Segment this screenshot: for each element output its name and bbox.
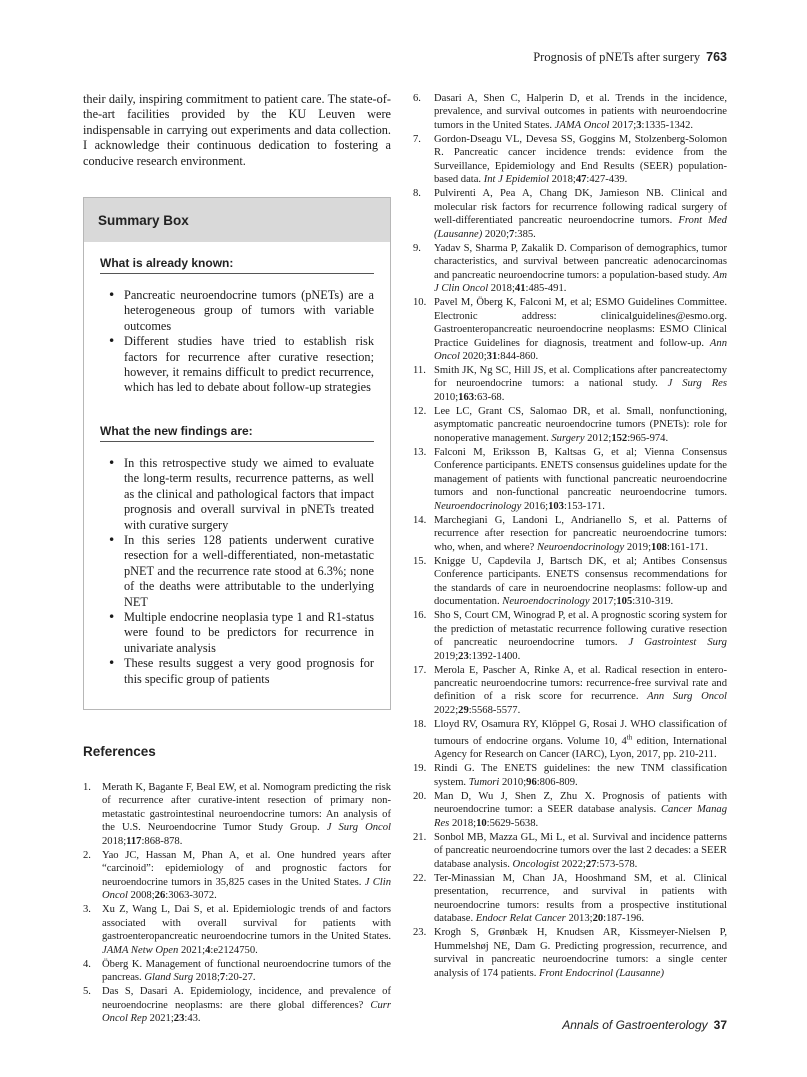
right-column bbox=[413, 92, 727, 981]
reference-text: Dasari A, Shen C, Halperin D, et al. Trends in the incidence, prevalence, and survival outcomes in patients with neuroendocrine tumors in the United States. JAMA Oncol 2017;3:1335-1342. bbox=[434, 93, 727, 131]
new-findings-list bbox=[100, 456, 374, 687]
reference-item bbox=[413, 831, 727, 871]
reference-text: Marchegiani G, Landoni L, Andrianello S, et al. Patterns of recurrence after resection for pancreatic neuroendocrine tumors: who, when, and where? Neuroendocrinology 2019;108:161-171. bbox=[434, 514, 727, 553]
known-list bbox=[100, 288, 374, 396]
reference-item bbox=[413, 609, 727, 663]
reference-item bbox=[413, 446, 727, 513]
reference-text: Pavel M, Öberg K, Falconi M, et al; ESMO Guidelines Committee. Electronic address: clinicalguidelines@esmo.org. Gastroenteropancreatic neuroendocrine neoplasms: ESMO Clinical Practice Guidelines for diagnosis, treatment and follow-up. Ann Oncol 2020;31:844-860. bbox=[434, 297, 727, 362]
reference-number: 19. bbox=[413, 763, 427, 775]
reference-number: 3. bbox=[83, 904, 91, 916]
reference-number: 14. bbox=[413, 514, 427, 526]
new-finding-item: • Multiple endocrine neoplasia type 1 and R1-status were found to be predictors for recurrence in univariate analysis bbox=[100, 610, 374, 656]
reference-text: Rindi G. The ENETS guidelines: the new TNM classification system. Tumori 2010;96:806-809. bbox=[434, 763, 727, 788]
reference-item bbox=[413, 926, 727, 980]
reference-number: 9. bbox=[413, 242, 421, 254]
reference-item bbox=[413, 872, 727, 926]
new-finding-item: • These results suggest a very good prognosis for this specific group of patients bbox=[100, 656, 374, 687]
reference-number: 1. bbox=[83, 781, 91, 793]
reference-item bbox=[413, 133, 727, 187]
reference-text: Merola E, Pascher A, Rinke A, et al. Radical resection in entero-pancreatic neuroendocrine tumors: recurrence-free survival rate and definition of a risk score for recurrence. Ann Surg Oncol 2022;29:5568-5577. bbox=[434, 664, 727, 716]
reference-item bbox=[413, 718, 727, 762]
references-list-left bbox=[83, 781, 391, 1026]
reference-text: Merath K, Bagante F, Beal EW, et al. Nomogram predicting the risk of recurrence after curative-intent resection of primary non-metastatic gastrointestinal neuroendocrine tumors: An analysis of the U.S. Neuroendocrine Tumor Study Group. J Surg Oncol 2018;117:868-878. bbox=[102, 781, 392, 847]
reference-number: 23. bbox=[413, 927, 427, 939]
reference-number: 4. bbox=[83, 958, 91, 970]
reference-item bbox=[83, 958, 391, 985]
reference-number: 20. bbox=[413, 790, 427, 802]
reference-item bbox=[83, 985, 391, 1025]
reference-text: Man D, Wu J, Shen Z, Zhu X. Prognosis of patients with neuroendocrine tumor: a SEER database analysis. Cancer Manag Res 2018;10:5629-5638. bbox=[434, 790, 727, 829]
reference-number: 18. bbox=[413, 718, 427, 730]
reference-number: 2. bbox=[83, 849, 91, 861]
page-number: 763 bbox=[706, 50, 727, 64]
reference-item bbox=[83, 781, 391, 848]
reference-number: 13. bbox=[413, 446, 427, 458]
reference-number: 6. bbox=[413, 93, 421, 104]
reference-text: Smith JK, Ng SC, Hill JS, et al. Complications after pancreatectomy for neuroendocrine tumors: a national study. J Surg Res 2010;163:63-68. bbox=[434, 365, 727, 403]
reference-item bbox=[413, 187, 727, 241]
reference-text: Krogh S, Grønbæk H, Knudsen AR, Kissmeyer-Nielsen P, Hummelshøj NE, Dam G. Predicting progression, recurrence, and survival in pancreatic neuroendocrine tumors: a single center analysis of 174 patients. Front Endocrinol (Lausanne) bbox=[434, 927, 727, 979]
reference-item bbox=[83, 849, 391, 903]
acknowledgment-continuation: their daily, inspiring commitment to patient care. The state-of-the-art facilities provided by the KU Leuven were indispensable in carrying out experiments and data collection. I acknowledge their continuous dedication to fostering a conducive research environment. bbox=[83, 92, 391, 168]
reference-item bbox=[413, 664, 727, 718]
reference-number: 16. bbox=[413, 610, 427, 622]
reference-number: 5. bbox=[83, 986, 91, 998]
reference-number: 17. bbox=[413, 664, 427, 676]
reference-text: Ter-Minassian M, Chan JA, Hooshmand SM, et al. Clinical presentation, recurrence, and survival in patients with neuroendocrine tumors: results from a prospective institutional database. Endocr Relat Cancer 2013;20:187-196. bbox=[434, 872, 727, 925]
summary-box-title: Summary Box bbox=[84, 198, 390, 242]
references-heading: References bbox=[83, 743, 156, 759]
new-finding-item: • In this retrospective study we aimed to evaluate the long-term results, recurrence patterns, as well as the clinical and pathological factors that impact prognosis and overall survival in pNETs treated with curative surgery bbox=[100, 456, 374, 533]
reference-item bbox=[413, 296, 727, 363]
reference-number: 11. bbox=[413, 365, 426, 377]
reference-number: 10. bbox=[413, 297, 427, 309]
reference-text: Knigge U, Capdevila J, Bartsch DK, et al; Antibes Consensus Conference participants. ENETS consensus recommendations for the standards of care in neuroendocrine neoplasms: follow-up and documentation. Neuroendocrinology 2017;105:310-319. bbox=[434, 555, 727, 608]
reference-item bbox=[83, 903, 391, 957]
reference-number: 21. bbox=[413, 831, 427, 843]
reference-text: Pulvirenti A, Pea A, Chang DK, Jamieson NB. Clinical and molecular risk factors for recurrence following radical surgery of well-differentiated pancreatic neuroendocrine tumors. Front Med (Lausanne) 2020;7:385. bbox=[434, 188, 727, 240]
reference-text: Öberg K. Management of functional neuroendocrine tumors of the pancreas. Gland Surg 2018;7:20-27. bbox=[102, 958, 391, 984]
known-item: • Pancreatic neuroendocrine tumors (pNETs) are a heterogeneous group of tumors with variable outcomes bbox=[100, 288, 374, 334]
reference-item bbox=[413, 92, 727, 132]
reference-text: Das S, Dasari A. Epidemiology, incidence, and prevalence of neuroendocrine neoplasms: are there global differences? Curr Oncol Rep 2021;23:43. bbox=[102, 986, 391, 1025]
reference-text: Gordon-Dseagu VL, Devesa SS, Goggins M, Stolzenberg-Solomon R. Pancreatic cancer incidence trends: evidence from the Surveillance, Epidemiology and End Results (SEER) population-based data. Int J Epidemiol 2018;47:427-439. bbox=[434, 133, 727, 186]
reference-number: 12. bbox=[413, 405, 427, 417]
known-heading: What is already known: bbox=[100, 256, 374, 274]
reference-item bbox=[413, 242, 727, 296]
reference-text: Yadav S, Sharma P, Zakalik D. Comparison of demographics, tumor characteristics, and survival between pancreatic adenocarcinomas and pancreatic neuroendocrine tumors: a population-based study. Am J Clin Oncol 2018;41:485-491. bbox=[434, 242, 727, 295]
left-column bbox=[83, 92, 391, 1026]
summary-box bbox=[83, 197, 391, 710]
reference-number: 7. bbox=[413, 133, 421, 145]
footer bbox=[562, 1018, 727, 1032]
journal-name: Annals of Gastroenterology bbox=[562, 1018, 708, 1032]
running-head bbox=[533, 50, 727, 65]
reference-text: Falconi M, Eriksson B, Kaltsas G, et al; Vienna Consensus Conference participants. ENETS consensus guidelines update for the management of patients with functional pancreatic neuroendocrine tumors and non-functional pancreatic neuroendocrine tumors. Neuroendocrinology 2016;103:153-171. bbox=[434, 446, 727, 512]
reference-number: 22. bbox=[413, 872, 427, 884]
reference-item bbox=[413, 514, 727, 554]
new-findings-heading: What the new findings are: bbox=[100, 424, 374, 442]
reference-text: Yao JC, Hassan M, Phan A, et al. One hundred years after “carcinoid”: epidemiology of and prognostic factors for neuroendocrine tumors in 35,825 cases in the United States. J Clin Oncol 2008;26:3063-3072. bbox=[102, 849, 391, 902]
reference-item bbox=[413, 555, 727, 609]
reference-item bbox=[413, 364, 727, 404]
reference-item bbox=[413, 790, 727, 830]
reference-item bbox=[413, 405, 727, 445]
reference-text: Lloyd RV, Osamura RY, Klöppel G, Rosai J. WHO classification of tumours of endocrine organs. Volume 10, 4th edition, International Agency for Research on Cancer (IARC), Lyon, 2017, pp. 210-211. bbox=[434, 718, 727, 761]
references-list-right bbox=[413, 92, 727, 980]
reference-text: Sho S, Court CM, Winograd P, et al. A prognostic scoring system for the prediction of metastatic recurrence following curative resection of pancreatic neuroendocrine tumors. J Gastrointest Surg 2019;23:1392-1400. bbox=[434, 610, 727, 662]
known-item: • Different studies have tried to establish risk factors for recurrence after curative resection; however, it remains difficult to predict recurrence, which has led to debate about follow-up strategies bbox=[100, 334, 374, 396]
reference-text: Sonbol MB, Mazza GL, Mi L, et al. Survival and incidence patterns of pancreatic neuroendocrine tumors over the last 2 decades: a SEER database analysis. Oncologist 2022;27:573-578. bbox=[434, 831, 727, 870]
footer-page-number: 37 bbox=[713, 1018, 727, 1032]
reference-text: Lee LC, Grant CS, Salomao DR, et al. Small, nonfunctioning, asymptomatic pancreatic neuroendocrine tumors (PNETs): role for nonoperative management. Surgery 2012;152:965-974. bbox=[434, 405, 727, 444]
reference-number: 8. bbox=[413, 188, 421, 200]
running-head-title: Prognosis of pNETs after surgery bbox=[533, 50, 701, 64]
reference-text: Xu Z, Wang L, Dai S, et al. Epidemiologic trends of and factors associated with overall survival for patients with gastroenteropancreatic neuroendocrine tumors in the United States. JAMA Netw Open 2021;4:e2124750. bbox=[102, 904, 391, 956]
reference-item bbox=[413, 762, 727, 789]
new-finding-item: • In this series 128 patients underwent curative resection for a well-differentiated, non-metastatic pNET and the recurrence rate stood at 6.3%; none of the deaths were attributable to the underlying NET bbox=[100, 533, 374, 610]
reference-number: 15. bbox=[413, 555, 427, 567]
